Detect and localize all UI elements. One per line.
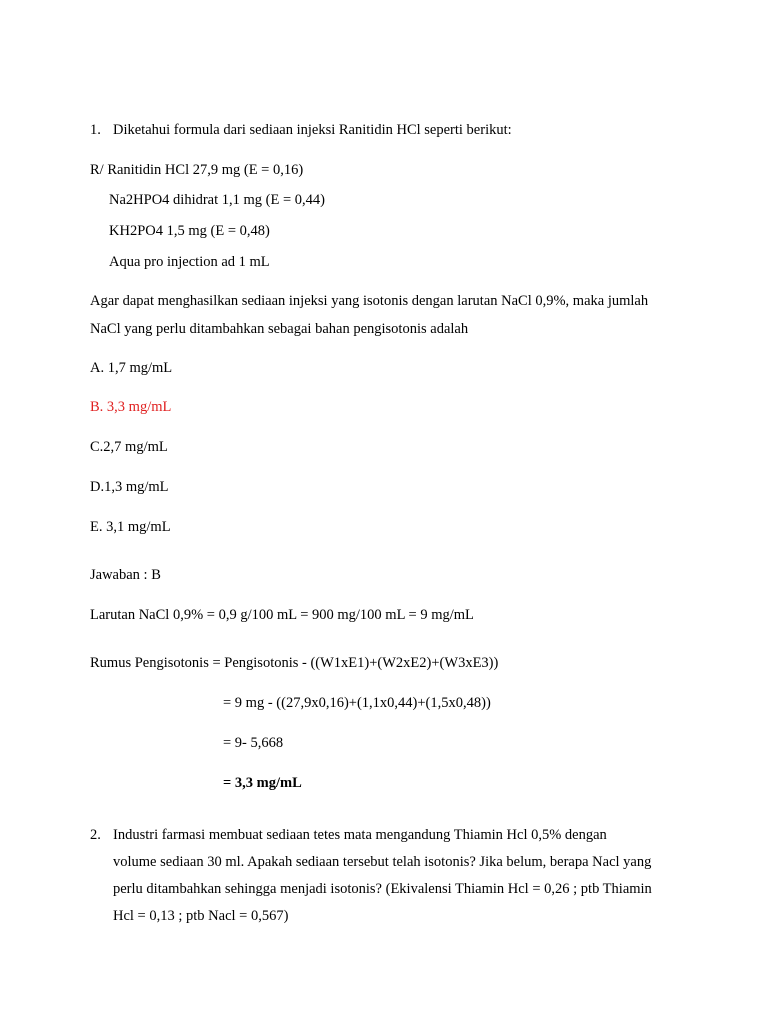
option-a: A. 1,7 mg/mL	[90, 360, 173, 376]
question-2-number: 2.	[90, 827, 101, 843]
formula-line-1: R/ Ranitidin HCl 27,9 mg (E = 0,16)	[90, 162, 304, 178]
question-1-text-line-1: Agar dapat menghasilkan sediaan injeksi yang isotonis dengan larutan NaCl 0,9%, maka jumlah	[90, 293, 649, 309]
question-2-line-3: perlu ditambahkan sehingga menjadi isotonis? (Ekivalensi Thiamin Hcl = 0,26 ; ptb Thiamin	[113, 881, 652, 897]
option-b-correct: B. 3,3 mg/mL	[90, 399, 172, 415]
calculation-result: = 3,3 mg/mL	[223, 775, 302, 791]
question-2-line-2: volume sediaan 30 ml. Apakah sediaan tersebut telah isotonis? Jika belum, berapa Nacl yang	[113, 854, 652, 870]
formula-line-2: Na2HPO4 dihidrat 1,1 mg (E = 0,44)	[109, 192, 325, 208]
nacl-conversion-line: Larutan NaCl 0,9% = 0,9 g/100 mL = 900 mg/100 mL = 9 mg/mL	[90, 607, 474, 623]
calculation-step-2: = 9- 5,668	[223, 735, 284, 751]
formula-line-3: KH2PO4 1,5 mg (E = 0,48)	[109, 223, 270, 239]
answer-label: Jawaban : B	[90, 567, 161, 583]
question-1-text-line-2: NaCl yang perlu ditambahkan sebagai bahan pengisotonis adalah	[90, 321, 469, 337]
question-1-number: 1.	[90, 122, 101, 138]
option-d: D.1,3 mg/mL	[90, 479, 169, 495]
question-1-prompt: Diketahui formula dari sediaan injeksi Ranitidin HCl seperti berikut:	[113, 122, 512, 138]
formula-line-4: Aqua pro injection ad 1 mL	[109, 254, 270, 270]
question-2-line-4: Hcl = 0,13 ; ptb Nacl = 0,567)	[113, 908, 289, 924]
question-2-line-1: Industri farmasi membuat sediaan tetes mata mengandung Thiamin Hcl 0,5% dengan	[113, 827, 607, 843]
option-e: E. 3,1 mg/mL	[90, 519, 171, 535]
option-c: C.2,7 mg/mL	[90, 439, 168, 455]
calculation-step-1: = 9 mg - ((27,9x0,16)+(1,1x0,44)+(1,5x0,48))	[223, 695, 491, 711]
formula-rumus-line: Rumus Pengisotonis = Pengisotonis - ((W1xE1)+(W2xE2)+(W3xE3))	[90, 655, 499, 671]
